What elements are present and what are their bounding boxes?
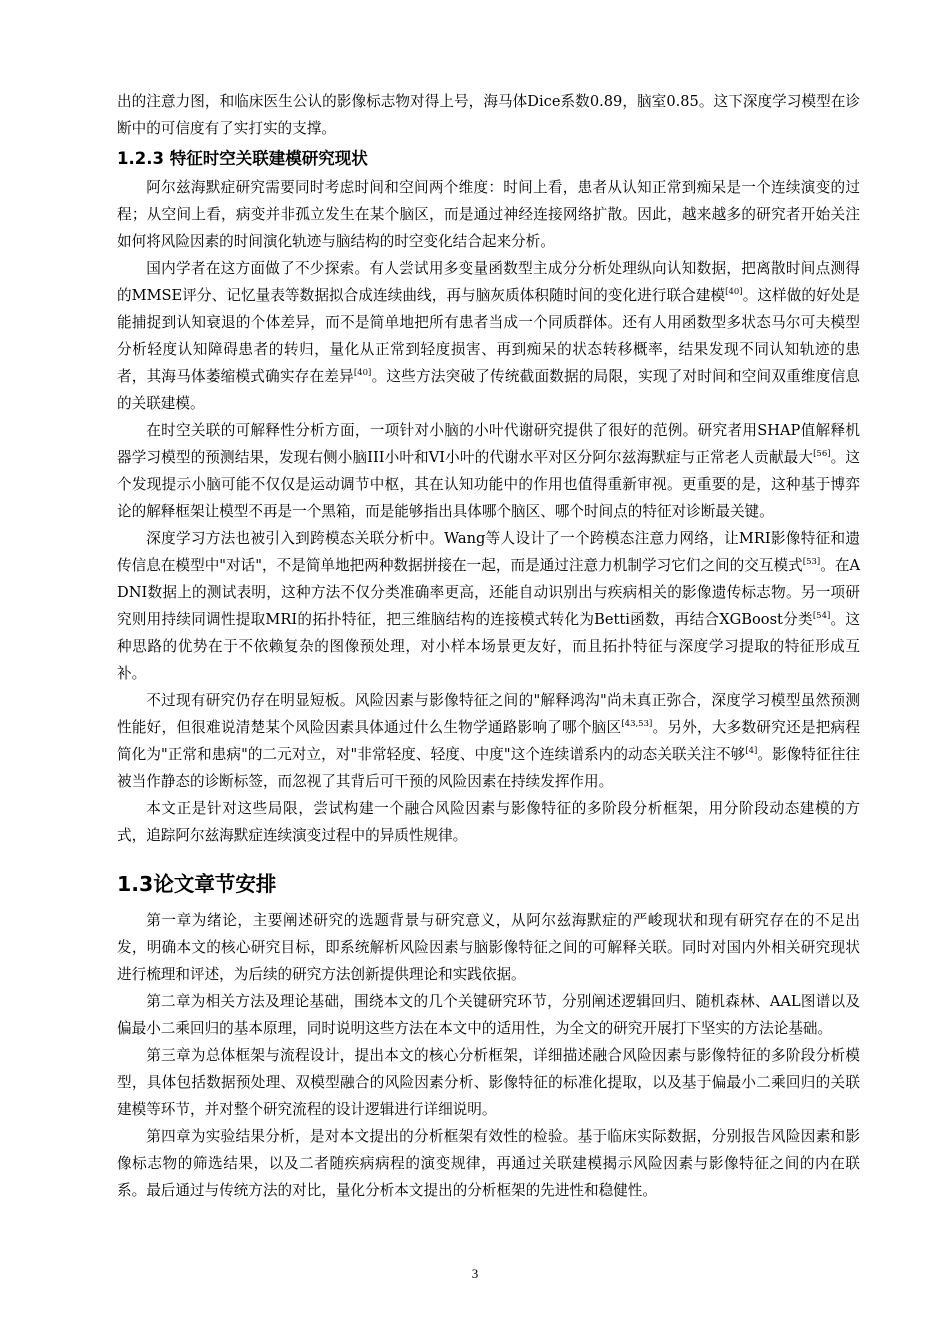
page-body <box>117 88 860 1204</box>
paragraph: 不过现有研究仍存在明显短板。风险因素与影像特征之间的"解释鸿沟"尚未真正弥合，深度学习模型虽然预测性能好，但很难说清楚某个风险因素具体通过什么生物学通路影响了哪个脑区[43,53]。另外，大多数研究还是把病程简化为"正常和患病"的二元对立，对"非常轻度、轻度、中度"这个连续谱系内的动态关联关注不够[4]。影像特征往往被当作静态的诊断标签，而忽视了其背后可干预的风险因素在持续发挥作用。 <box>117 692 860 790</box>
paragraph: 本文正是针对这些局限，尝试构建一个融合风险因素与影像特征的多阶段分析框架，用分阶段动态建模的方式，追踪阿尔兹海默症连续演变过程中的异质性规律。 <box>117 800 860 844</box>
paragraph: 阿尔兹海默症研究需要同时考虑时间和空间两个维度：时间上看，患者从认知正常到痴呆是一个连续演变的过程；从空间上看，病变并非孤立发生在某个脑区，而是通过神经连接网络扩散。因此，越来越多的研究者开始关注如何将风险因素的时间演化轨迹与脑结构的时空变化结合起来分析。 <box>117 179 860 250</box>
citation: [56] <box>813 449 831 459</box>
section-heading-1-3: 1.3论文章节安排 <box>117 872 277 896</box>
paragraph: 第一章为绪论，主要阐述研究的选题背景与研究意义，从阿尔兹海默症的严峻现状和现有研究存在的不足出发，明确本文的核心研究目标，即系统解析风险因素与脑影像特征之间的可解释关联。同时对国内外相关研究现状进行梳理和评述，为后续的研究方法创新提供理论和实践依据。 <box>117 912 860 983</box>
section-heading-1-2-3: 1.2.3 特征时空关联建模研究现状 <box>117 149 368 168</box>
citation: [53] <box>802 557 821 567</box>
page-number: 3 <box>471 1266 479 1281</box>
paragraph: 在时空关联的可解释性分析方面，一项针对小脑的小叶代谢研究提供了很好的范例。研究者用SHAP值解释机器学习模型的预测结果，发现右侧小脑III小叶和VI小叶的代谢水平对区分阿尔兹海默症与正常老人贡献最大[56]。这个发现提示小脑可能不仅仅是运动调节中枢，其在认知功能中的作用也值得重新审视。更重要的是，这种基于博弈论的解释框架让模型不再是一个黑箱，而是能够指出具体哪个脑区、哪个时间点的特征对诊断最关键。 <box>117 422 860 520</box>
citation: [40] <box>725 287 743 297</box>
paragraph: 深度学习方法也被引入到跨模态关联分析中。Wang等人设计了一个跨模态注意力网络，让MRI影像特征和遗传信息在模型中"对话"，不是简单地把两种数据拼接在一起，而是通过注意力机制学习它们之间的交互模式[53]。在ADNI数据上的测试表明，这种方法不仅分类准确率更高，还能自动识别出与疾病相关的影像遗传标志物。另一项研究则用持续同调性提取MRI的拓扑特征，把三维脑结构的连接模式转化为Betti函数，再结合XGBoost分类[54]。这种思路的优势在于不依赖复杂的图像预处理，对小样本场景更友好，而且拓扑特征与深度学习提取的特征形成互补。 <box>117 530 860 682</box>
paragraph: 第四章为实验结果分析，是对本文提出的分析框架有效性的检验。基于临床实际数据，分别报告风险因素和影像标志物的筛选结果，以及二者随疾病病程的演变规律，再通过关联建模揭示风险因素与影像特征之间的内在联系。最后通过与传统方法的对比，量化分析本文提出的分析框架的先进性和稳健性。 <box>117 1128 860 1199</box>
paragraph: 国内学者在这方面做了不少探索。有人尝试用多变量函数型主成分分析处理纵向认知数据，把离散时间点测得的MMSE评分、记忆量表等数据拟合成连续曲线，再与脑灰质体积随时间的变化进行联合建模[40]。这样做的好处是能捕捉到认知衰退的个体差异，而不是简单地把所有患者当成一个同质群体。还有人用函数型多状态马尔可夫模型分析轻度认知障碍患者的转归，量化从正常到轻度损害、再到痴呆的状态转移概率，结果发现不同认知轨迹的患者，其海马体萎缩模式确实存在差异[40]。这些方法突破了传统截面数据的局限，实现了对时间和空间双重维度信息的关联建模。 <box>117 260 860 412</box>
citation: [40] <box>353 368 372 378</box>
paragraph: 第三章为总体框架与流程设计，提出本文的核心分析框架，详细描述融合风险因素与影像特征的多阶段分析模型，具体包括数据预处理、双模型融合的风险因素分析、影像特征的标准化提取，以及基于偏最小二乘回归的关联建模等环节，并对整个研究流程的设计逻辑进行详细说明。 <box>117 1047 860 1118</box>
citation: [43,53] <box>621 719 653 729</box>
citation: [4] <box>745 746 758 756</box>
intro-paragraph: 出的注意力图，和临床医生公认的影像标志物对得上号，海马体Dice系数0.89，脑室0.85。这下深度学习模型在诊断中的可信度有了实打实的支撑。 <box>117 93 860 137</box>
citation: [54] <box>812 611 831 621</box>
paragraph: 第二章为相关方法及理论基础，围绕本文的几个关键研究环节，分别阐述逻辑回归、随机森林、AAL图谱以及偏最小二乘回归的基本原理，同时说明这些方法在本文中的适用性，为全文的研究开展打下坚实的方法论基础。 <box>117 993 860 1037</box>
